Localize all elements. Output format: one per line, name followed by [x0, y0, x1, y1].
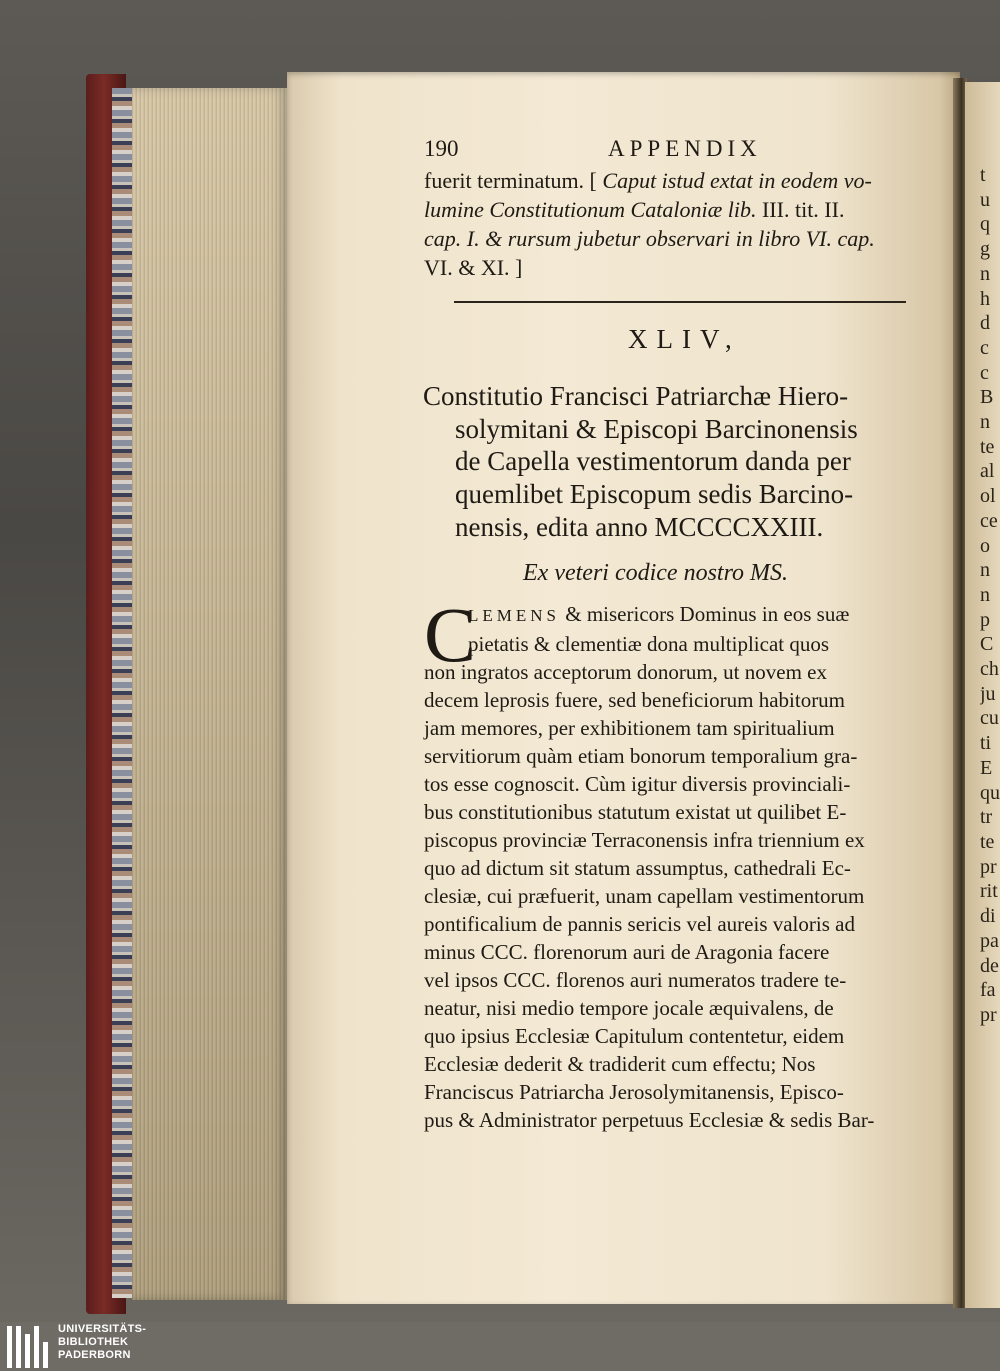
body-line: pietatis & clementiæ dona multiplicat quos	[468, 632, 830, 656]
marbled-edge	[112, 88, 132, 1298]
body-line: pontificalium de pannis sericis vel aureis valoris ad	[424, 912, 855, 936]
right-page-fragment: n	[980, 262, 990, 285]
right-page-fragment: rit	[980, 880, 998, 903]
right-page-fragment: B	[980, 386, 994, 409]
right-page-fragment: di	[980, 905, 996, 928]
intro-line: VI. & XI. ]	[424, 255, 523, 280]
right-page-fragment: h	[980, 287, 990, 310]
intro-line: cap. I. & rursum jubetur observari in libro VI. cap.	[424, 226, 875, 251]
body-line: Franciscus Patriarcha Jerosolymitanensis, Episco-	[424, 1080, 844, 1104]
body-line: tos esse cognoscit. Cùm igitur diversis provinciali-	[424, 772, 851, 796]
body-line: Ecclesiæ dederit & tradiderit cum effectu; Nos	[424, 1052, 816, 1076]
page-edges	[132, 88, 287, 1300]
drop-cap: C	[424, 591, 477, 678]
right-page-fragment: t	[980, 164, 986, 186]
body-line: minus CCC. florenorum auri de Aragonia facere	[424, 940, 830, 964]
page-number: 190	[424, 136, 459, 161]
right-page-fragment: ch	[980, 658, 999, 681]
running-head: APPENDIX	[608, 136, 762, 161]
right-page-fragment: n	[980, 583, 990, 606]
right-page-fragment: d	[980, 312, 990, 335]
right-page-fragment: qu	[980, 781, 1000, 804]
right-page-fragment: te	[980, 830, 995, 853]
library-name-line: PADERBORN	[58, 1349, 131, 1361]
body-line: pus & Administrator perpetuus Ecclesiæ & sedis Bar-	[424, 1108, 875, 1132]
right-page-fragment: al	[980, 460, 995, 483]
section-rule	[454, 301, 906, 303]
title-line: solymitani & Episcopi Barcinonensis	[455, 413, 858, 444]
library-name	[58, 1323, 146, 1362]
right-page-fragment: E	[980, 756, 993, 779]
right-page-fragment: ce	[980, 509, 998, 532]
body-line: neatur, nisi medio tempore jocale æquivalens, de	[424, 996, 834, 1020]
section-title	[423, 380, 943, 544]
right-page-fragment: o	[980, 534, 990, 557]
intro-paragraph	[424, 166, 944, 282]
library-footer	[0, 1322, 1000, 1371]
library-name-line: BIBLIOTHEK	[58, 1336, 129, 1348]
title-line: de Capella vestimentorum danda per	[455, 446, 851, 477]
right-page-fragment: c	[980, 336, 989, 359]
right-page-fragment: p	[980, 608, 990, 631]
right-page-fragment: fa	[980, 979, 996, 1002]
right-page-fragment: C	[980, 633, 994, 656]
right-page-fragment: n	[980, 411, 990, 434]
title-line: nensis, edita anno MCCCCXXIII.	[455, 511, 824, 542]
title-line: quemlibet Episcopum sedis Barcino-	[455, 479, 854, 510]
body-line: clesiæ, cui præfuerit, unam capellam vestimentorum	[424, 884, 865, 908]
body-text	[424, 600, 934, 1134]
right-page-fragment: g	[980, 238, 990, 261]
right-page-fragment: n	[980, 559, 990, 582]
right-page-fragment: u	[980, 188, 990, 211]
body-line: LEMENS & misericors Dominus in eos suæ	[468, 602, 850, 626]
library-name-line: UNIVERSITÄTS-	[58, 1323, 147, 1335]
right-page-fragment: ju	[980, 682, 996, 705]
library-logo-icon	[7, 1326, 52, 1368]
right-page-fragment: ol	[980, 485, 996, 508]
page-header	[424, 136, 774, 168]
body-line: vel ipsos CCC. florenos auri numeratos tradere te-	[424, 968, 847, 992]
body-line: piscopus provinciæ Terraconensis infra triennium ex	[424, 828, 865, 852]
body-line: decem leprosis fuere, sed beneficiorum habitorum	[424, 688, 846, 712]
right-page-fragment: tr	[980, 806, 993, 829]
right-page-fragment: te	[980, 435, 995, 458]
body-line: non ingratos acceptorum donorum, ut novem ex	[424, 660, 827, 684]
body-line: quo ipsius Ecclesiæ Capitulum contentetur, eidem	[424, 1024, 845, 1048]
right-page-fragment: pa	[980, 929, 999, 952]
section-number: XLIV,	[628, 324, 741, 354]
right-page-fragment: q	[980, 213, 990, 236]
intro-line: fuerit terminatum. [ Caput istud extat in eodem vo-	[424, 168, 872, 193]
title-line: Constitutio Francisci Patriarchæ Hiero-	[423, 381, 849, 411]
right-page-fragment: c	[980, 361, 989, 384]
right-page-fragment: pr	[980, 1003, 997, 1026]
right-page-fragment: pr	[980, 855, 997, 878]
right-page-fragment: cu	[980, 707, 999, 730]
body-line: bus constitutionibus statutum existat ut quilibet E-	[424, 800, 847, 824]
right-page-fragment: ti	[980, 732, 992, 755]
body-line: quo ad dictum sit statum assumptus, cathedrali Ec-	[424, 856, 851, 880]
right-page-fragments	[980, 163, 1000, 1028]
body-line: jam memores, per exhibitionem tam spiritualium	[424, 716, 835, 740]
body-line: servitiorum quàm etiam bonorum temporalium gra-	[424, 744, 858, 768]
source-note: Ex veteri codice nostro MS.	[523, 560, 789, 586]
right-page-fragment: de	[980, 954, 999, 977]
intro-line: lumine Constitutionum Cataloniæ lib. III. tit. II.	[424, 197, 845, 222]
